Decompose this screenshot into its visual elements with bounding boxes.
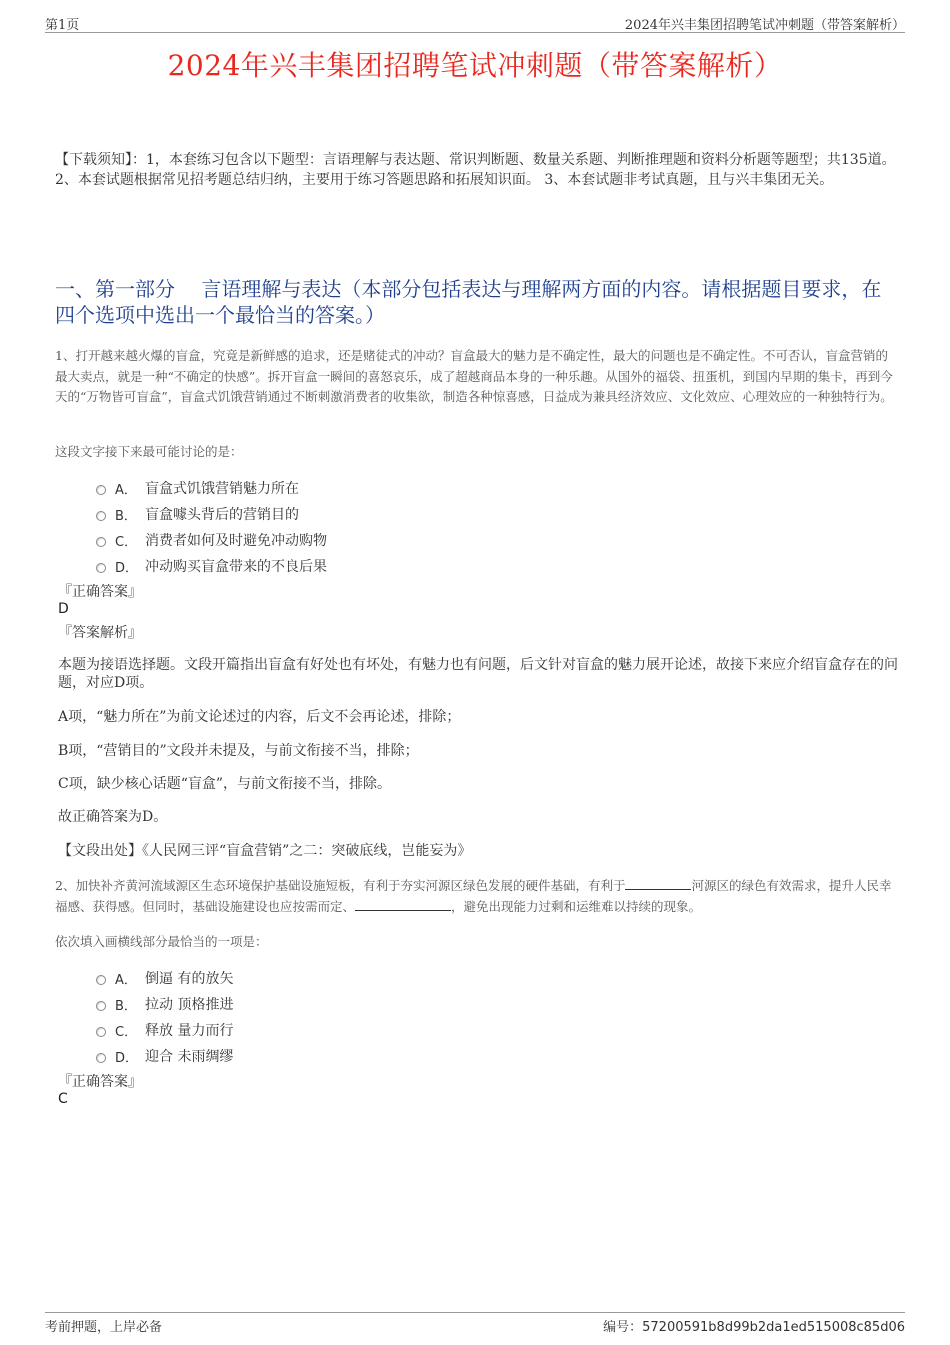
q1-option-c[interactable] bbox=[96, 527, 327, 553]
blank-1 bbox=[625, 877, 691, 890]
document-title: 2024年兴丰集团招聘笔试冲刺题（带答案解析） bbox=[167, 49, 783, 82]
q2-text-part1: 2、加快补齐黄河流域源区生态环境保护基础设施短板，有利于夯实河源区绿色发展的硬件基础，有利于 bbox=[55, 878, 626, 893]
question-2-text bbox=[55, 876, 900, 917]
q1-analysis-label: 『答案解析』 bbox=[58, 625, 142, 641]
radio-icon[interactable] bbox=[96, 511, 106, 521]
q1-analysis-summary: 本题为接语选择题。文段开篇指出盲盒有好处也有坏处，有魅力也有问题，后文针对盲盒的魅力展开论述，故接下来应介绍盲盒存在的问题，对应D项。 bbox=[58, 657, 898, 691]
page-number: 第1页 bbox=[45, 18, 80, 33]
option-letter: C． bbox=[115, 1024, 138, 1040]
option-text: 迎合 未雨绸缪 bbox=[145, 1049, 234, 1065]
question-1-options bbox=[96, 475, 327, 579]
option-text: 盲盒噱头背后的营销目的 bbox=[145, 507, 299, 523]
q2-option-b[interactable] bbox=[96, 991, 233, 1017]
page-footer bbox=[45, 1312, 905, 1335]
q1-answer-label: 『正确答案』 bbox=[58, 584, 142, 600]
q1-source: 【文段出处】《人民网三评“盲盒营销”之二：突破底线，岂能妄为》 bbox=[58, 843, 472, 859]
q2-option-c[interactable] bbox=[96, 1017, 233, 1043]
q1-analysis-conclusion: 故正确答案为D。 bbox=[58, 809, 168, 825]
footer-code-value: 57200591b8d99b2da1ed515008c85d06 bbox=[642, 1320, 905, 1335]
q2-answer: C bbox=[58, 1091, 68, 1107]
option-text: 拉动 顶格推进 bbox=[145, 997, 234, 1013]
q1-option-a[interactable] bbox=[96, 475, 327, 501]
footer-code-label: 编号： bbox=[603, 1320, 643, 1335]
option-text: 倒逼 有的放矢 bbox=[145, 971, 234, 987]
option-letter: A． bbox=[115, 482, 137, 498]
section-heading: 一、第一部分 言语理解与表达（本部分包括表达与理解两方面的内容。请根据题目要求，在四个选项中选出一个最恰当的答案。） bbox=[55, 277, 882, 327]
radio-icon[interactable] bbox=[96, 1053, 106, 1063]
option-text: 盲盒式饥饿营销魅力所在 bbox=[145, 481, 299, 497]
option-text: 冲动购买盲盒带来的不良后果 bbox=[145, 559, 327, 575]
q1-answer: D bbox=[58, 601, 69, 617]
option-letter: A． bbox=[115, 972, 137, 988]
q2-option-d[interactable] bbox=[96, 1043, 233, 1069]
radio-icon[interactable] bbox=[96, 537, 106, 547]
option-letter: B． bbox=[115, 998, 137, 1014]
footer-code bbox=[603, 1316, 905, 1335]
option-text: 消费者如何及时避免冲动购物 bbox=[145, 533, 327, 549]
q2-option-a[interactable] bbox=[96, 965, 233, 991]
blank-2 bbox=[355, 898, 451, 911]
question-2-options bbox=[96, 965, 233, 1069]
question-2-prompt: 依次填入画横线部分最恰当的一项是： bbox=[55, 934, 268, 949]
option-letter: B． bbox=[115, 508, 137, 524]
page-header bbox=[45, 14, 905, 33]
radio-icon[interactable] bbox=[96, 1001, 106, 1011]
q2-text-part2: 河源区的绿色有效需求，提升人民幸福感、获得感。但同时，基础设施建设也应按需而定、 bbox=[55, 878, 892, 914]
option-letter: D． bbox=[115, 1050, 139, 1066]
q1-analysis-b: B项，“营销目的”文段并未提及，与前文衔接不当，排除； bbox=[58, 743, 419, 759]
radio-icon[interactable] bbox=[96, 975, 106, 985]
q2-text-part3: ，避免出现能力过剩和运维难以持续的现象。 bbox=[451, 898, 702, 914]
q1-option-d[interactable] bbox=[96, 553, 327, 579]
footer-slogan: 考前押题，上岸必备 bbox=[45, 1320, 163, 1335]
question-1-text: 1、打开越来越火爆的盲盒，究竟是新鲜感的追求，还是赌徒式的冲动？盲盒最大的魅力是不确定性，最大的问题也是不确定性。不可否认，盲盒营销的最大卖点，就是一种“不确定的快感”。拆开盲盒一瞬间的喜怒哀乐，成了超越商品本身的一种乐趣。从国外的福袋、扭蛋机，到国内早期的集卡，再到今天的“万物皆可盲盒”，盲盒式饥饿营销通过不断刺激消费者的收集欲，制造各种惊喜感，日益成为兼具经济效应、文化效应、心理效应的一种独特行为。 bbox=[55, 348, 893, 404]
radio-icon[interactable] bbox=[96, 1027, 106, 1037]
radio-icon[interactable] bbox=[96, 563, 106, 573]
radio-icon[interactable] bbox=[96, 485, 106, 495]
q1-analysis-a: A项，“魅力所在”为前文论述过的内容，后文不会再论述，排除； bbox=[58, 709, 461, 725]
option-text: 释放 量力而行 bbox=[145, 1023, 234, 1039]
option-letter: D． bbox=[115, 560, 139, 576]
q1-analysis-c: C项，缺少核心话题“盲盒”，与前文衔接不当，排除。 bbox=[58, 776, 392, 792]
q2-answer-label: 『正确答案』 bbox=[58, 1074, 142, 1090]
question-1-prompt: 这段文字接下来最可能讨论的是： bbox=[55, 444, 243, 459]
option-letter: C． bbox=[115, 534, 138, 550]
header-doc-name: 2024年兴丰集团招聘笔试冲刺题（带答案解析） bbox=[624, 18, 905, 33]
q1-option-b[interactable] bbox=[96, 501, 327, 527]
download-notice: 【下载须知】：1，本套练习包含以下题型：言语理解与表达题、常识判断题、数量关系题、判断推理题和资料分析题等题型；共135道。 2、本套试题根据常见招考题总结归纳，主要用于练习答题思路和拓展知识面。 3、本套试题非考试真题，且与兴丰集团无关。 bbox=[55, 152, 896, 188]
